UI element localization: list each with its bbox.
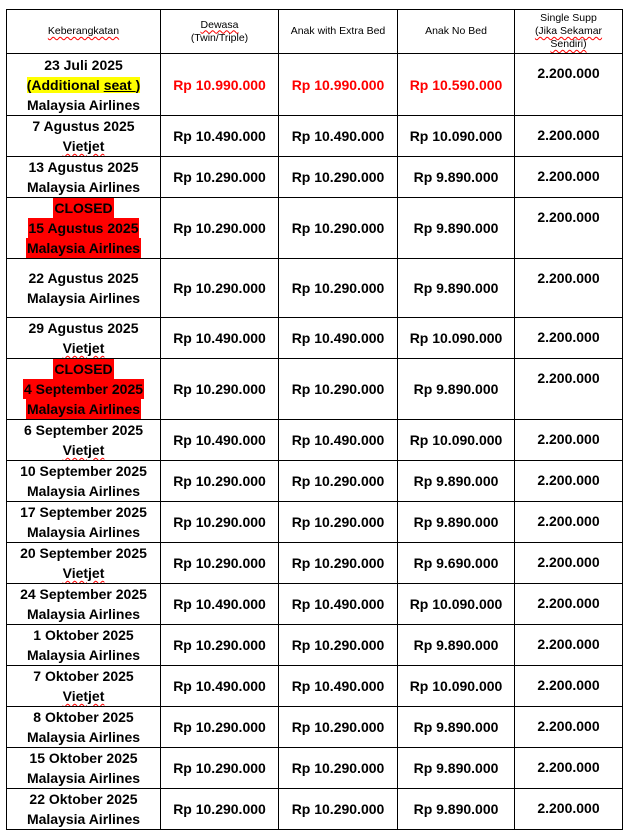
airline-name: Vietjet xyxy=(62,340,105,356)
departure-date: 15 Oktober 2025 xyxy=(29,750,138,766)
departure-cell xyxy=(7,157,161,198)
single-supp-cell: 2.200.000 xyxy=(515,543,623,584)
no-bed-price-cell: Rp 9.890.000 xyxy=(398,157,515,198)
header-single-sublabel: (Jika Sekamar xyxy=(534,25,603,37)
departure-cell xyxy=(7,116,161,157)
extra-bed-price-cell: Rp 10.290.000 xyxy=(279,198,398,259)
no-bed-price-cell: Rp 10.090.000 xyxy=(398,666,515,707)
table-row xyxy=(7,543,623,584)
adult-price-cell: Rp 10.290.000 xyxy=(161,748,279,789)
table-row xyxy=(7,584,623,625)
departure-cell xyxy=(7,259,161,318)
table-row xyxy=(7,54,623,116)
closed-status: CLOSED xyxy=(54,200,113,216)
no-bed-price-cell: Rp 9.890.000 xyxy=(398,707,515,748)
closed-status: CLOSED xyxy=(54,361,113,377)
header-single-label: Single Supp xyxy=(540,12,597,24)
table-row xyxy=(7,420,623,461)
departure-cell xyxy=(7,789,161,830)
single-supp-cell: 2.200.000 xyxy=(515,461,623,502)
additional-seat-note xyxy=(27,77,141,93)
departure-date: 7 Oktober 2025 xyxy=(33,668,134,684)
departure-date: 24 September 2025 xyxy=(20,586,147,602)
table-row xyxy=(7,116,623,157)
header-child-no-bed: Anak No Bed xyxy=(398,10,515,54)
adult-price-cell: Rp 10.490.000 xyxy=(161,420,279,461)
departure-date: 29 Agustus 2025 xyxy=(28,320,139,336)
note-link: seat xyxy=(103,76,136,93)
extra-bed-price-cell: Rp 10.490.000 xyxy=(279,318,398,359)
departure-cell xyxy=(7,543,161,584)
airline-name: Malaysia Airlines xyxy=(26,290,141,306)
adult-price-cell: Rp 10.290.000 xyxy=(161,625,279,666)
departure-cell xyxy=(7,54,161,116)
no-bed-price-cell: Rp 10.090.000 xyxy=(398,420,515,461)
departure-date: 13 Agustus 2025 xyxy=(28,159,139,175)
airline-name: Malaysia Airlines xyxy=(26,811,141,827)
airline-name: Malaysia Airlines xyxy=(26,179,141,195)
no-bed-price-cell: Rp 9.890.000 xyxy=(398,198,515,259)
header-departure-label: Keberangkatan xyxy=(47,25,120,37)
airline-name: Malaysia Airlines xyxy=(26,401,141,417)
departure-date: 23 Juli 2025 xyxy=(44,56,123,73)
adult-price-cell: Rp 10.290.000 xyxy=(161,543,279,584)
no-bed-price-cell: Rp 9.890.000 xyxy=(398,259,515,318)
departure-date: 22 Oktober 2025 xyxy=(29,791,138,807)
no-bed-price-cell: Rp 9.890.000 xyxy=(398,359,515,420)
airline-name: Vietjet xyxy=(62,138,105,154)
departure-cell xyxy=(7,461,161,502)
no-bed-price-cell: Rp 9.890.000 xyxy=(398,789,515,830)
adult-price-cell: Rp 10.290.000 xyxy=(161,157,279,198)
adult-price-cell: Rp 10.490.000 xyxy=(161,584,279,625)
extra-bed-price-cell: Rp 10.990.000 xyxy=(279,54,398,116)
departure-cell xyxy=(7,502,161,543)
adult-price-cell: Rp 10.290.000 xyxy=(161,789,279,830)
note-prefix: (Additional xyxy=(26,76,104,93)
departure-date: 10 September 2025 xyxy=(20,463,147,479)
no-bed-price-cell: Rp 9.890.000 xyxy=(398,748,515,789)
departure-date: 17 September 2025 xyxy=(20,504,147,520)
adult-price-cell: Rp 10.490.000 xyxy=(161,318,279,359)
table-row xyxy=(7,198,623,259)
departure-date: 1 Oktober 2025 xyxy=(33,627,134,643)
single-supp-cell: 2.200.000 xyxy=(515,157,623,198)
extra-bed-price-cell: Rp 10.490.000 xyxy=(279,584,398,625)
table-row xyxy=(7,359,623,420)
departure-cell xyxy=(7,318,161,359)
adult-price-cell: Rp 10.490.000 xyxy=(161,116,279,157)
extra-bed-price-cell: Rp 10.290.000 xyxy=(279,359,398,420)
extra-bed-price-cell: Rp 10.290.000 xyxy=(279,748,398,789)
airline-name: Vietjet xyxy=(62,442,105,458)
airline-name: Malaysia Airlines xyxy=(26,606,141,622)
departure-date: 22 Agustus 2025 xyxy=(28,270,139,286)
adult-price-cell: Rp 10.990.000 xyxy=(161,54,279,116)
departure-cell xyxy=(7,584,161,625)
adult-price-cell: Rp 10.290.000 xyxy=(161,707,279,748)
single-supp-cell: 2.200.000 xyxy=(515,502,623,543)
departure-cell xyxy=(7,420,161,461)
adult-price-cell: Rp 10.290.000 xyxy=(161,198,279,259)
airline-name: Vietjet xyxy=(62,565,105,581)
table-row xyxy=(7,157,623,198)
airline-name: Malaysia Airlines xyxy=(26,770,141,786)
airline-name: Malaysia Airlines xyxy=(26,96,141,113)
departure-date: 20 September 2025 xyxy=(20,545,147,561)
adult-price-cell: Rp 10.290.000 xyxy=(161,502,279,543)
departure-cell xyxy=(7,198,161,259)
table-row xyxy=(7,461,623,502)
adult-price-cell: Rp 10.490.000 xyxy=(161,666,279,707)
no-bed-price-cell: Rp 9.690.000 xyxy=(398,543,515,584)
adult-price-cell: Rp 10.290.000 xyxy=(161,461,279,502)
table-row xyxy=(7,789,623,830)
single-supp-cell: 2.200.000 xyxy=(515,198,623,259)
single-supp-cell: 2.200.000 xyxy=(515,789,623,830)
extra-bed-price-cell: Rp 10.290.000 xyxy=(279,789,398,830)
departure-date: 7 Agustus 2025 xyxy=(32,118,135,134)
price-table xyxy=(6,9,623,830)
extra-bed-price-cell: Rp 10.490.000 xyxy=(279,666,398,707)
header-single-supp xyxy=(515,10,623,54)
table-row xyxy=(7,625,623,666)
no-bed-price-cell: Rp 10.090.000 xyxy=(398,116,515,157)
airline-name: Malaysia Airlines xyxy=(26,240,141,256)
table-row xyxy=(7,502,623,543)
header-adult xyxy=(161,10,279,54)
no-bed-price-cell: Rp 10.090.000 xyxy=(398,318,515,359)
extra-bed-price-cell: Rp 10.290.000 xyxy=(279,502,398,543)
single-supp-cell: 2.200.000 xyxy=(515,584,623,625)
header-adult-label: Dewasa xyxy=(200,18,239,31)
single-supp-cell: 2.200.000 xyxy=(515,259,623,318)
no-bed-price-cell: Rp 10.090.000 xyxy=(398,584,515,625)
single-supp-cell: 2.200.000 xyxy=(515,748,623,789)
table-row xyxy=(7,707,623,748)
table-row xyxy=(7,259,623,318)
adult-price-cell: Rp 10.290.000 xyxy=(161,359,279,420)
departure-cell xyxy=(7,666,161,707)
airline-name: Malaysia Airlines xyxy=(26,483,141,499)
single-supp-cell: 2.200.000 xyxy=(515,116,623,157)
extra-bed-price-cell: Rp 10.490.000 xyxy=(279,116,398,157)
airline-name: Malaysia Airlines xyxy=(26,524,141,540)
header-child-extra-bed: Anak with Extra Bed xyxy=(279,10,398,54)
single-supp-cell: 2.200.000 xyxy=(515,359,623,420)
header-departure xyxy=(7,10,161,54)
airline-name: Malaysia Airlines xyxy=(26,729,141,745)
extra-bed-price-cell: Rp 10.290.000 xyxy=(279,707,398,748)
single-supp-cell: 2.200.000 xyxy=(515,54,623,116)
departure-cell xyxy=(7,625,161,666)
extra-bed-price-cell: Rp 10.490.000 xyxy=(279,420,398,461)
no-bed-price-cell: Rp 10.590.000 xyxy=(398,54,515,116)
extra-bed-price-cell: Rp 10.290.000 xyxy=(279,157,398,198)
no-bed-price-cell: Rp 9.890.000 xyxy=(398,625,515,666)
airline-name: Malaysia Airlines xyxy=(26,647,141,663)
table-row xyxy=(7,748,623,789)
departure-date: 8 Oktober 2025 xyxy=(33,709,134,725)
extra-bed-price-cell: Rp 10.290.000 xyxy=(279,461,398,502)
no-bed-price-cell: Rp 9.890.000 xyxy=(398,461,515,502)
header-row xyxy=(7,10,623,54)
departure-cell xyxy=(7,707,161,748)
extra-bed-price-cell: Rp 10.290.000 xyxy=(279,259,398,318)
departure-date: 6 September 2025 xyxy=(23,422,144,438)
airline-name: Vietjet xyxy=(62,688,105,704)
table-row xyxy=(7,318,623,359)
extra-bed-price-cell: Rp 10.290.000 xyxy=(279,543,398,584)
departure-cell xyxy=(7,748,161,789)
header-adult-sublabel: (Twin/Triple) xyxy=(190,31,249,44)
single-supp-cell: 2.200.000 xyxy=(515,420,623,461)
extra-bed-price-cell: Rp 10.290.000 xyxy=(279,625,398,666)
no-bed-price-cell: Rp 9.890.000 xyxy=(398,502,515,543)
header-single-sublabel-2: Sendiri) xyxy=(550,38,587,50)
single-supp-cell: 2.200.000 xyxy=(515,666,623,707)
single-supp-cell: 2.200.000 xyxy=(515,707,623,748)
departure-date: 4 September 2025 xyxy=(23,381,144,397)
note-suffix: ) xyxy=(135,76,141,93)
single-supp-cell: 2.200.000 xyxy=(515,318,623,359)
table-row xyxy=(7,666,623,707)
departure-date: 15 Agustus 2025 xyxy=(28,220,139,236)
adult-price-cell: Rp 10.290.000 xyxy=(161,259,279,318)
single-supp-cell: 2.200.000 xyxy=(515,625,623,666)
departure-cell xyxy=(7,359,161,420)
